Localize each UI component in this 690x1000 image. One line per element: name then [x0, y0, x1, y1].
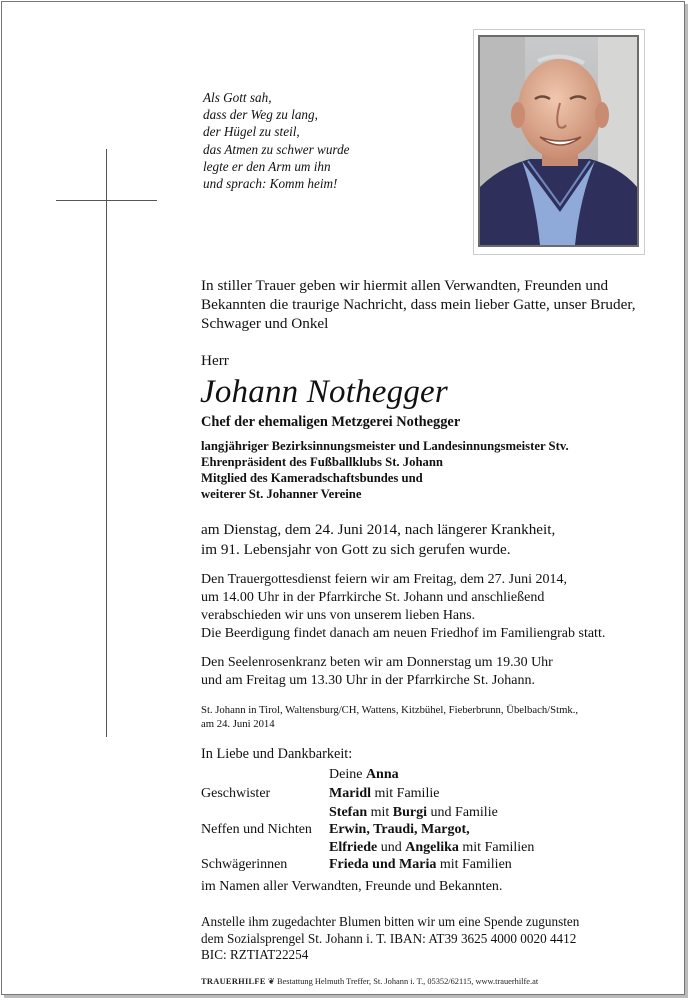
poem-line: dass der Weg zu lang, — [203, 107, 318, 123]
poem-line: Als Gott sah, — [203, 90, 272, 105]
death-line: am Dienstag, dem 24. Juni 2014, nach längerer Krankheit, — [201, 521, 556, 538]
footer-symbol-icon: ❦ — [265, 977, 275, 986]
poem — [203, 89, 350, 192]
donation-line: BIC: RZTIAT22254 — [201, 947, 309, 962]
deceased-name: Johann Nothegger — [200, 374, 448, 410]
poem-line: legte er den Arm um ihn — [203, 158, 331, 174]
poem-line: das Atmen zu schwer wurde — [203, 141, 350, 157]
footer-text: Bestattung Helmuth Treffer, St. Johann i. T., 05352/62115, www.trauerhilfe.at — [274, 977, 539, 986]
cross-icon-vertical — [106, 149, 107, 737]
wife-line — [329, 767, 399, 783]
funeral-line: um 14.00 Uhr in der Pfarrkirche St. Johann und anschließend — [201, 590, 545, 605]
places-line: St. Johann in Tirol, Waltensburg/CH, Wattens, Kitzbühel, Fieberbrunn, Übelbach/Stmk., — [201, 704, 579, 716]
death-notice — [201, 520, 555, 559]
funeral-line: Die Beerdigung findet danach am neuen Friedhof im Familiengrab statt. — [201, 626, 606, 641]
portrait-photo — [478, 35, 639, 247]
all-relatives-line: im Namen aller Verwandten, Freunde und Bekannten. — [201, 879, 503, 894]
love-heading: In Liebe und Dankbarkeit: — [201, 746, 353, 762]
sibling-line — [329, 786, 439, 802]
sibling-connector: mit — [367, 805, 393, 820]
intro-line: Bekannten die traurige Nachricht, dass mein lieber Gatte, unser Bruder, — [201, 296, 636, 314]
wife-name: Anna — [365, 767, 399, 782]
nephews-connector: und — [377, 840, 406, 855]
intro-paragraph — [201, 276, 636, 334]
wife-prefix: Deine — [329, 767, 366, 782]
honorary-titles — [201, 438, 569, 502]
funeral-paragraph — [201, 571, 605, 643]
poem-line: der Hügel zu steil, — [203, 124, 300, 140]
donation-line: dem Sozialsprengel St. Johann i. T. IBAN: AT39 3625 4000 0020 4412 — [201, 930, 577, 946]
sibling-suffix: und Familie — [427, 805, 498, 820]
title-line: Ehrenpräsident des Fußballklubs St. Johann — [201, 455, 443, 469]
inlaws-label: Schwägerinnen — [201, 857, 288, 872]
nephews-names: Erwin, Traudi, Margot, — [329, 822, 470, 837]
title-line: langjähriger Bezirksinnungsmeister und Landesinnungsmeister Stv. — [201, 439, 569, 453]
nephews-line — [329, 840, 534, 856]
cross-icon-horizontal — [56, 200, 157, 201]
title-line: weiterer St. Johanner Vereine — [201, 487, 362, 501]
deceased-occupation: Chef der ehemaligen Metzgerei Nothegger — [201, 414, 461, 430]
nephews-line — [329, 822, 470, 838]
funeral-line: Den Trauergottesdienst feiern wir am Freitag, dem 27. Juni 2014, — [201, 572, 568, 587]
date-line: am 24. Juni 2014 — [201, 718, 275, 730]
inlaws-line — [329, 857, 512, 873]
nephews-label: Neffen und Nichten — [201, 822, 312, 837]
poem-line: und sprach: Komm heim! — [203, 176, 338, 192]
title-line: Mitglied des Kameradschaftsbundes und — [201, 471, 423, 485]
sibling-spouse-name: Burgi — [392, 805, 428, 820]
nephews-suffix: mit Familien — [458, 840, 535, 855]
donation-line: Anstelle ihm zugedachter Blumen bitten wir um eine Spende zugunsten — [201, 914, 580, 929]
inlaws-names: Frieda und Maria — [329, 857, 437, 872]
portrait-image — [480, 37, 637, 245]
footer-brand: TRAUERHILFE — [201, 977, 266, 986]
rosary-line: Den Seelenrosenkranz beten wir am Donnerstag um 19.30 Uhr — [201, 655, 553, 670]
sibling-name: Stefan — [329, 805, 368, 820]
intro-line: Schwager und Onkel — [201, 315, 329, 333]
funeral-line: verabschieden wir uns von unserem lieben Hans. — [201, 608, 476, 623]
rosary-paragraph — [201, 654, 553, 690]
niece-name: Angelika — [405, 840, 459, 855]
niece-name: Elfriede — [329, 840, 378, 855]
siblings-label: Geschwister — [201, 786, 271, 801]
places-and-date — [201, 703, 578, 731]
sibling-suffix: mit Familie — [371, 786, 440, 801]
death-line: im 91. Lebensjahr von Gott zu sich gerufen wurde. — [201, 540, 511, 558]
sibling-line — [329, 805, 498, 821]
intro-line: In stiller Trauer geben wir hiermit allen Verwandten, Freunden und — [201, 277, 609, 294]
footer — [201, 976, 538, 986]
salutation: Herr — [201, 352, 229, 369]
inlaws-suffix: mit Familien — [436, 857, 512, 872]
sibling-name: Maridl — [329, 786, 371, 801]
donation-paragraph — [201, 914, 579, 964]
rosary-line: und am Freitag um 13.30 Uhr in der Pfarrkirche St. Johann. — [201, 673, 535, 688]
